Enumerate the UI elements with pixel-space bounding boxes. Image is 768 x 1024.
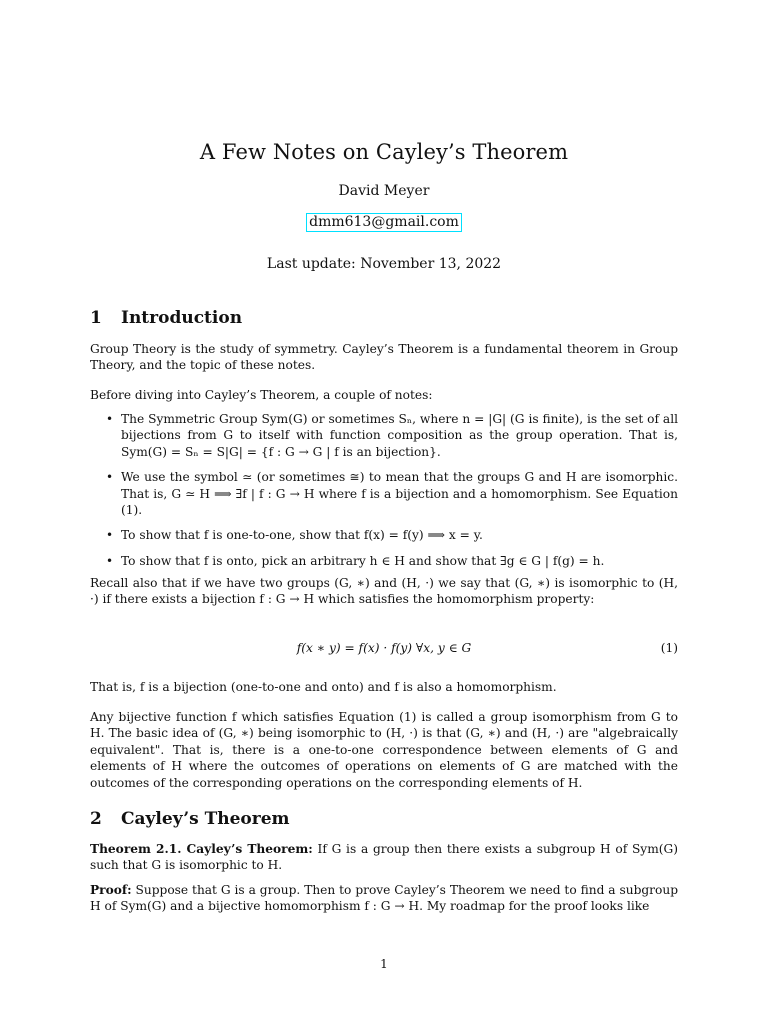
group-isomorphism-paragraph xyxy=(90,709,678,791)
paragraph-text: Any bijective function f which satisfies Equation (1) is called a group isomorphism from G to H. The basic idea of (G, ∗) being isomorphic to (H, ·) is that (G, ∗) and (H, ·) are "algebraically equivalent". That is, there is a one-to-one correspondence between elements of G and elements of H where the outcomes of operations on elements of G are matched with the outcomes of the corresponding operations on the corresponding elements of H. xyxy=(90,710,678,790)
paper-title: A Few Notes on Cayley’s Theorem xyxy=(199,140,569,164)
intro-paragraph-2 xyxy=(90,387,678,403)
theorem-2-1 xyxy=(90,841,678,874)
paragraph-text: That is, f is a bijection (one-to-one and onto) and f is also a homomorphism. xyxy=(90,680,557,694)
notes-bullet-list xyxy=(90,411,678,569)
theorem-text: If G is a group then there exists a subgroup H of Sym(G) such that G is isomorphic to H. xyxy=(90,842,678,873)
isomorphism-paragraph xyxy=(90,575,678,608)
proof-label: Proof: xyxy=(90,883,132,897)
theorem-label: Theorem 2.1. Cayley’s Theorem: xyxy=(90,842,313,856)
bullet-icon: • xyxy=(106,470,114,485)
email-link[interactable]: dmm613@gmail.com xyxy=(306,213,462,232)
list-item xyxy=(90,553,678,569)
proof-text: Suppose that G is a group. Then to prove Cayley’s Theorem we need to find a subgroup H of Sym(G) and a bijective homomorphism f : G → H. My roadmap for the proof looks like xyxy=(90,883,678,914)
proof-paragraph xyxy=(90,882,678,915)
list-item xyxy=(90,527,678,543)
bullet-icon: • xyxy=(106,528,114,543)
equation-body: f(x ∗ y) = f(x) · f(y) ∀x, y ∈ G xyxy=(296,641,472,655)
bijection-paragraph xyxy=(90,679,678,695)
section-heading-introduction xyxy=(90,308,242,328)
section-number: 1 xyxy=(90,308,102,328)
section-title: Cayley’s Theorem xyxy=(121,809,290,829)
page-number: 1 xyxy=(380,957,388,971)
author-name: David Meyer xyxy=(338,183,430,199)
paragraph-text: Group Theory is the study of symmetry. Cayley’s Theorem is a fundamental theorem in Group Theory, and the topic of these notes. xyxy=(90,342,678,373)
list-item xyxy=(90,469,678,518)
list-item xyxy=(90,411,678,460)
intro-paragraph-1 xyxy=(90,341,678,374)
section-title: Introduction xyxy=(121,308,243,328)
paragraph-text: Before diving into Cayley’s Theorem, a couple of notes: xyxy=(90,388,433,402)
last-update-date: Last update: November 13, 2022 xyxy=(266,256,502,272)
list-item-text: To show that f is onto, pick an arbitrary h ∈ H and show that ∃g ∈ G | f(g) = h. xyxy=(121,553,605,568)
paragraph-text: Recall also that if we have two groups (G, ∗) and (H, ·) we say that (G, ∗) is isomorphic to (H, ·) if there exists a bijection f : G → H which satisfies the homomorphism property: xyxy=(90,576,678,607)
section-heading-cayleys-theorem xyxy=(90,809,290,829)
equation-tag: (1) xyxy=(660,641,678,655)
section-number: 2 xyxy=(90,809,102,829)
list-item-text: To show that f is one-to-one, show that f(x) = f(y) ⟹ x = y. xyxy=(121,528,483,543)
list-item-text: We use the symbol ≃ (or sometimes ≅) to mean that the groups G and H are isomorphic. That is, G ≃ H ⟹ ∃f | f : G → H where f is a bijection and a homomorphism. See Equation (1). xyxy=(121,470,678,518)
bullet-icon: • xyxy=(106,553,114,568)
email-line xyxy=(0,213,768,232)
bullet-icon: • xyxy=(106,412,114,426)
list-item-text: The Symmetric Group Sym(G) or sometimes Sₙ, where n = |G| (G is finite), is the set of all bijections from G to itself with function composition as the group operation. That is, Sym(G) = Sₙ = S|G| = {f : G → G | f is an bijection}. xyxy=(121,412,678,459)
